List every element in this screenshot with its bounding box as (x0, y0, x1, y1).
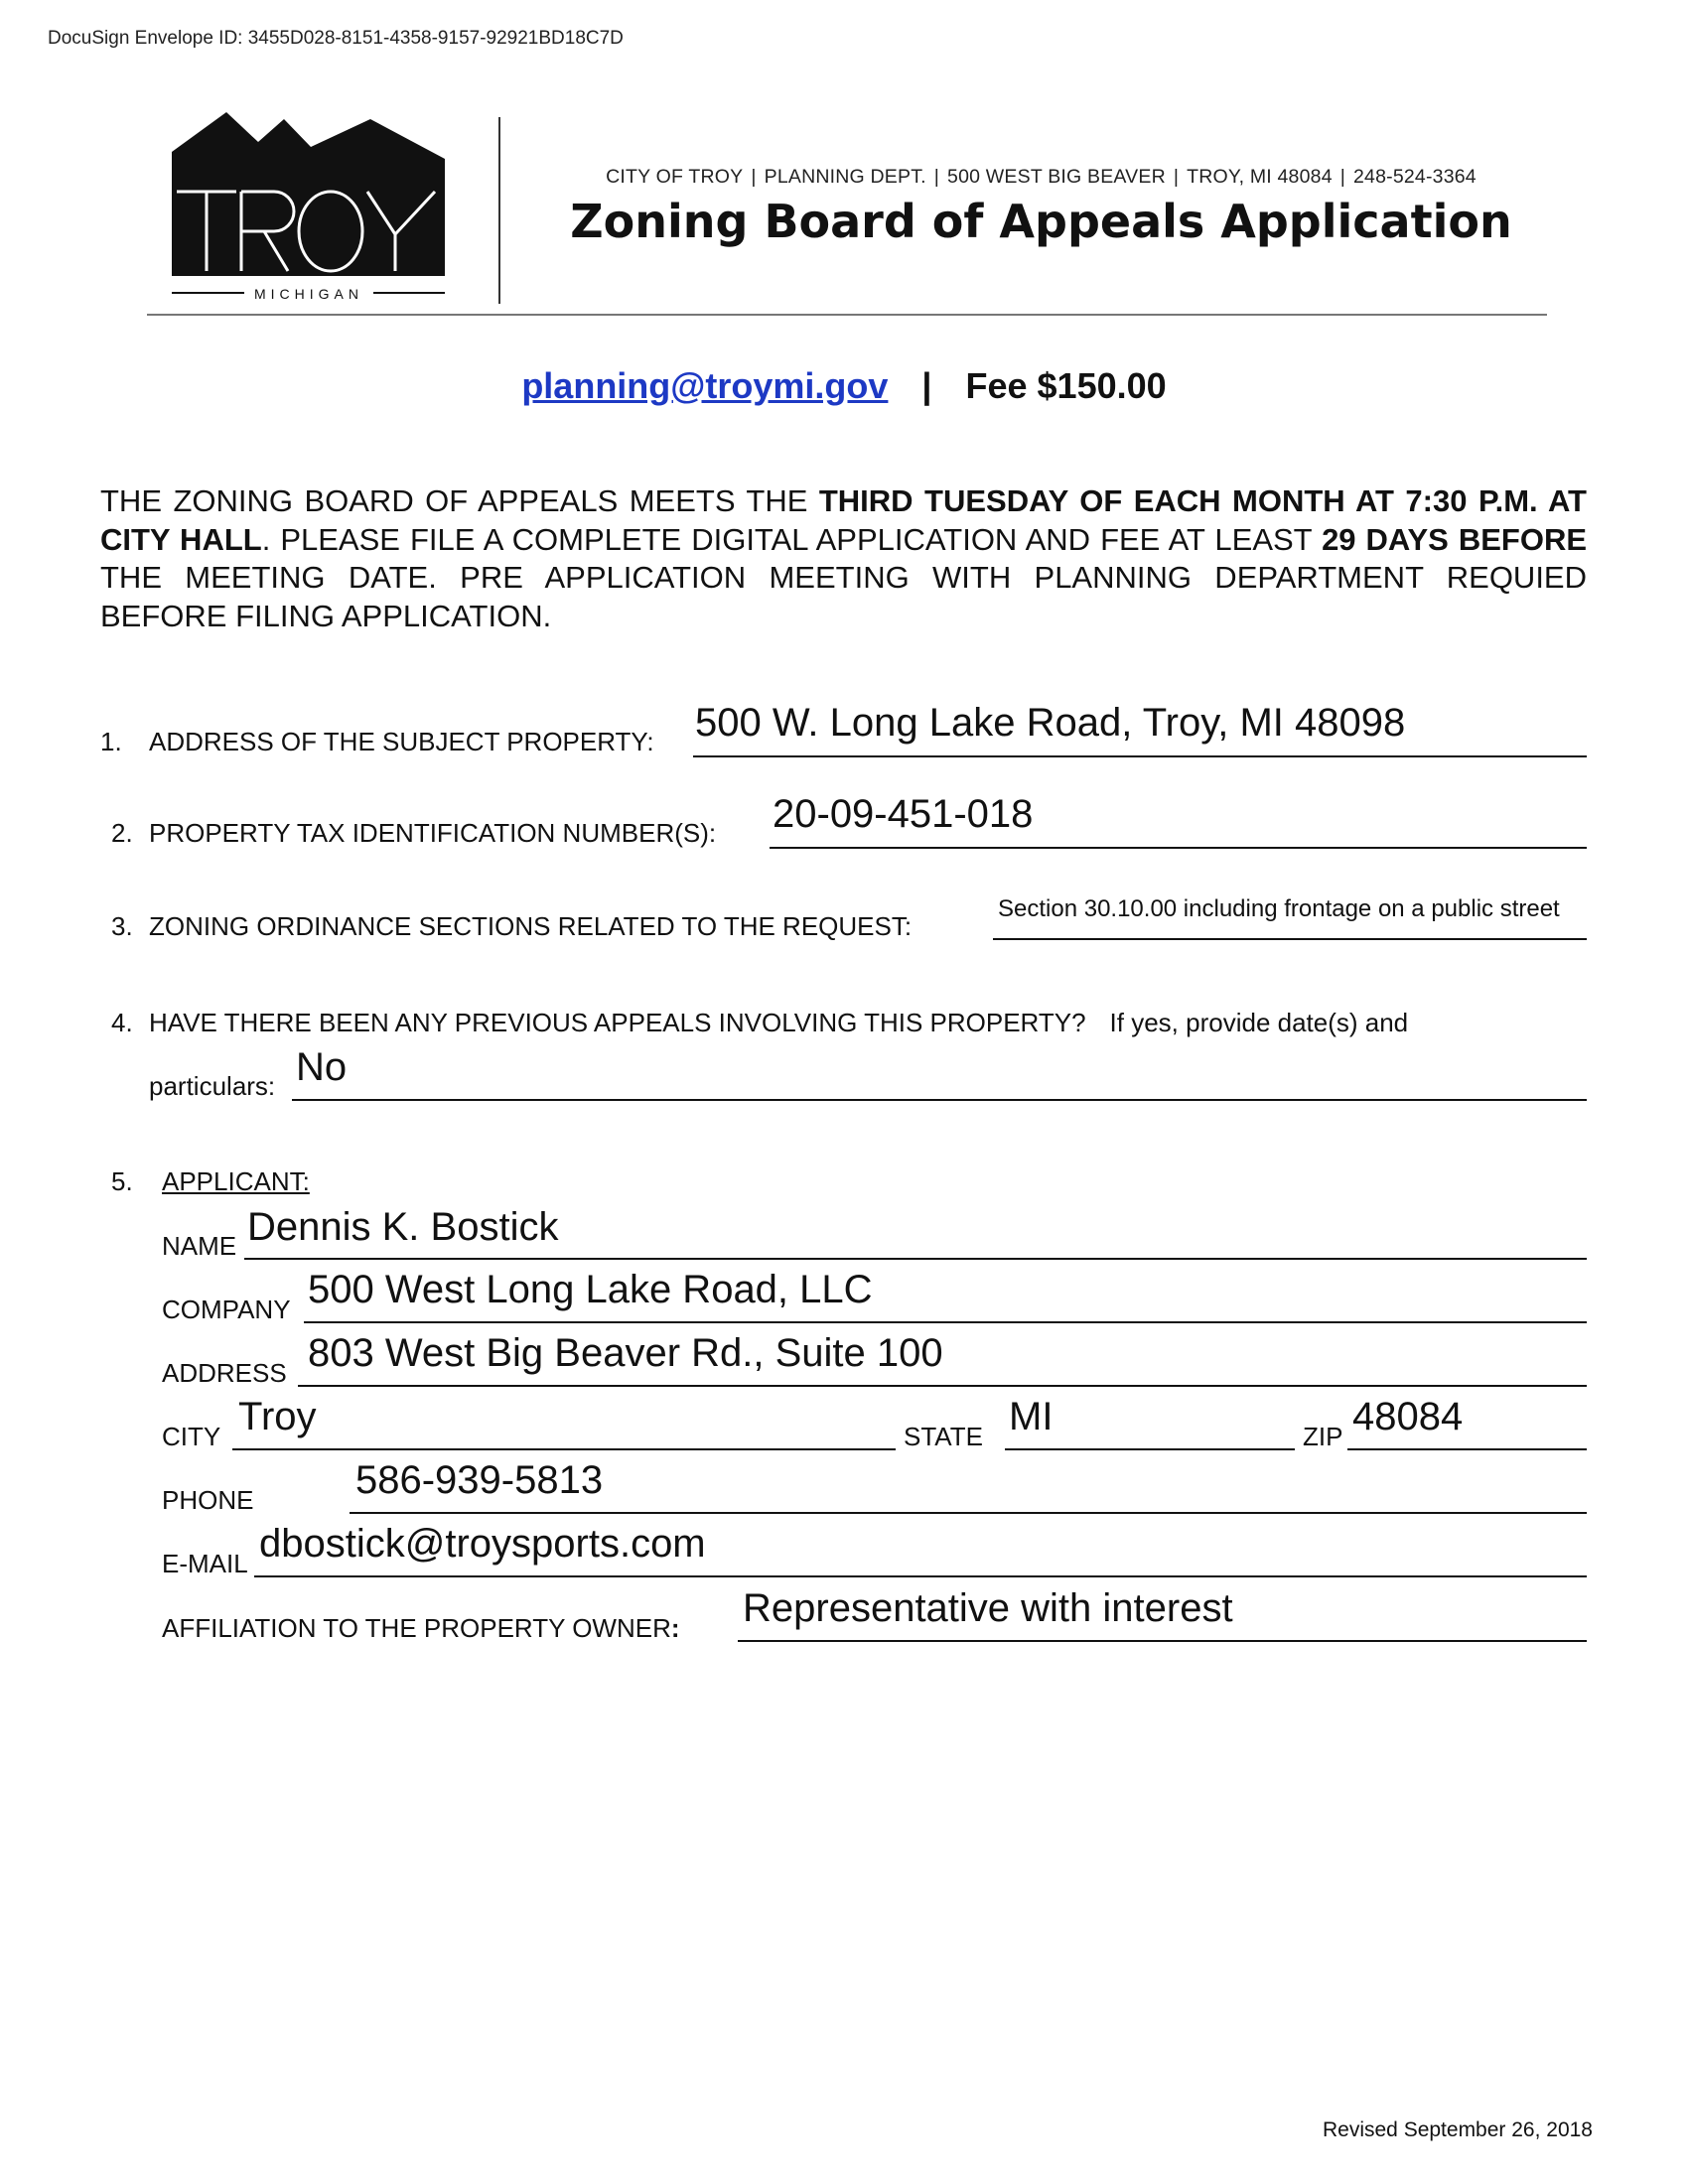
header-city: CITY OF TROY (606, 166, 744, 188)
zip-underline (1347, 1448, 1587, 1450)
city-label: CITY (162, 1422, 221, 1451)
header-address-line: CITY OF TROY | PLANNING DEPT. | 500 WEST BIG BEAVER | TROY, MI 48084 | 248-524-3364 (606, 166, 1477, 188)
name-value[interactable]: Dennis K. Bostick (247, 1205, 559, 1249)
header-street: 500 WEST BIG BEAVER (947, 166, 1166, 188)
q3-underline (993, 938, 1587, 940)
q4-value[interactable]: No (296, 1045, 348, 1089)
header-citystate: TROY, MI 48084 (1187, 166, 1333, 188)
q2-value[interactable]: 20-09-451-018 (773, 792, 1034, 836)
phone-underline (350, 1512, 1587, 1514)
affiliation-underline (738, 1640, 1587, 1642)
q1-number: 1. (100, 727, 122, 756)
phone-value[interactable]: 586-939-5813 (355, 1458, 604, 1502)
email-label: E-MAIL (162, 1549, 248, 1578)
q4-number: 4. (111, 1008, 133, 1037)
name-label: NAME (162, 1231, 237, 1261)
contact-row: planning@troymi.gov | Fee $150.00 (521, 365, 1167, 406)
header-dept: PLANNING DEPT. (764, 166, 926, 188)
q3-number: 3. (111, 911, 133, 941)
company-label: COMPANY (162, 1295, 291, 1324)
company-underline (304, 1321, 1587, 1323)
address-underline (298, 1385, 1587, 1387)
logo-subtext: MICHIGAN (254, 286, 363, 302)
q4-label: HAVE THERE BEEN ANY PREVIOUS APPEALS INVOLVING THIS PROPERTY? If yes, provide date(s) and (149, 1008, 1409, 1037)
name-underline (244, 1258, 1587, 1260)
q3-label: ZONING ORDINANCE SECTIONS RELATED TO THE REQUEST: (149, 911, 913, 941)
q4-underline (292, 1099, 1587, 1101)
header-divider (498, 117, 500, 304)
state-label: STATE (904, 1422, 983, 1451)
q1-label: ADDRESS OF THE SUBJECT PROPERTY: (149, 727, 654, 756)
fee-amount: Fee $150.00 (965, 365, 1167, 406)
company-value[interactable]: 500 West Long Lake Road, LLC (308, 1268, 873, 1311)
revision-date: Revised September 26, 2018 (1322, 2118, 1593, 2141)
header-phone: 248-524-3364 (1353, 166, 1477, 188)
planning-email-link[interactable]: planning@troymi.gov (521, 365, 889, 406)
state-underline (1005, 1448, 1295, 1450)
q2-label: PROPERTY TAX IDENTIFICATION NUMBER(S): (149, 818, 717, 848)
docusign-envelope-id: DocuSign Envelope ID: 3455D028-8151-4358-9157-92921BD18C7D (48, 28, 624, 49)
q4-particulars-label: particulars: (149, 1071, 276, 1101)
zip-value[interactable]: 48084 (1352, 1395, 1464, 1438)
address-label: ADDRESS (162, 1358, 287, 1388)
city-underline (232, 1448, 896, 1450)
meeting-notice: THE ZONING BOARD OF APPEALS MEETS THE THIRD TUESDAY OF EACH MONTH AT 7:30 P.M. AT CITY HALL. PLEASE FILE A COMPLETE DIGITAL APPLICATION AND FEE AT LEAST 29 DAYS BEFORE THE MEETING DATE. PRE APPLICATION MEETING WITH PLANNING DEPARTMENT REQUIED BEFORE FILING APPLICATION. (100, 483, 1588, 633)
email-underline (254, 1575, 1587, 1577)
troy-logo (147, 107, 455, 306)
affiliation-label: AFFILIATION TO THE PROPERTY OWNER: (162, 1613, 680, 1643)
zip-label: ZIP (1303, 1422, 1343, 1451)
document-title: Zoning Board of Appeals Application (570, 195, 1512, 248)
q1-underline (693, 755, 1587, 757)
q2-underline (770, 847, 1587, 849)
applicant-heading: APPLICANT: (162, 1166, 310, 1196)
address-value[interactable]: 803 West Big Beaver Rd., Suite 100 (308, 1331, 943, 1375)
city-value[interactable]: Troy (238, 1395, 317, 1438)
q5-number: 5. (111, 1166, 133, 1196)
q3-value[interactable]: Section 30.10.00 including frontage on a public street (998, 895, 1560, 922)
q1-value[interactable]: 500 W. Long Lake Road, Troy, MI 48098 (695, 701, 1406, 745)
email-value[interactable]: dbostick@troysports.com (259, 1522, 706, 1566)
phone-label: PHONE (162, 1485, 254, 1515)
header-rule (147, 314, 1547, 316)
q2-number: 2. (111, 818, 133, 848)
state-value[interactable]: MI (1009, 1395, 1054, 1438)
affiliation-value[interactable]: Representative with interest (743, 1586, 1233, 1630)
